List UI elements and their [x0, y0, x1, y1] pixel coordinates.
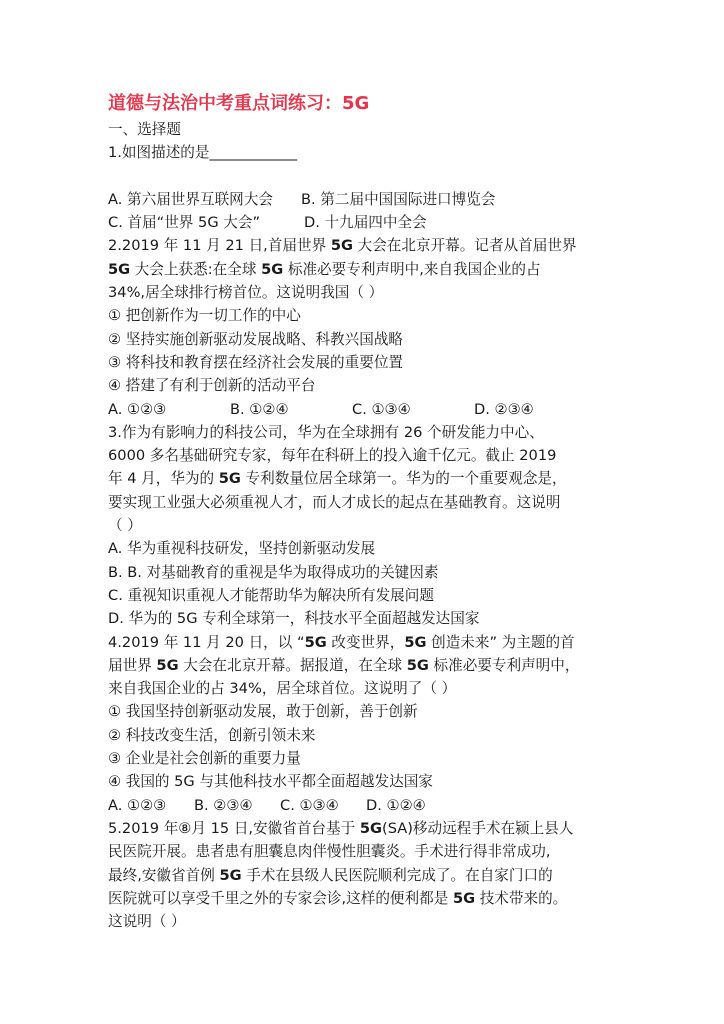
option-a: A. 第六届世界互联网大会	[108, 190, 273, 208]
option-c: C. ①③④	[352, 400, 411, 418]
statement-item: ④ 搭建了有利于创新的活动平台	[108, 377, 316, 395]
statement-item: ② 坚持实施创新驱动发展战略、科教兴国战略	[108, 330, 404, 348]
option-d: D. ①②④	[366, 796, 426, 814]
section-heading: 一、选择题	[108, 121, 181, 138]
question-4-line: 来自我国企业的占 34%，居全球首位。这说明了（ ）	[108, 680, 457, 698]
document-title: 道德与法治中考重点词练习：5G	[108, 93, 370, 114]
question-5-line: 民医院开展。患者患有胆囊息肉伴慢性胆囊炎。手术进行得非常成功,	[108, 843, 551, 861]
option-d: D. 华为的 5G 专利全球第一，科技水平全面超越发达国家	[108, 610, 480, 628]
option-d: D. 十九届四中全会	[304, 214, 427, 232]
option-c: C. ①③④	[280, 796, 339, 814]
question-4-line: 届世界 5G 大会在北京开幕。据报道，在全球 5G 标准必要专利声明中，	[108, 656, 580, 674]
document-page	[108, 92, 628, 933]
question-1-options-row	[108, 211, 628, 234]
statement-item: ③ 企业是社会创新的重要力量	[108, 750, 301, 768]
question-2-line: 34%,居全球排行榜首位。这说明我国（ ）	[108, 284, 384, 302]
question-1-stem: 1.如图描述的是____________	[108, 144, 298, 162]
option-c: C. 首届“世界 5G 大会”	[108, 214, 261, 232]
question-3-line: （ ）	[108, 517, 142, 535]
statement-item: ③ 将科技和教育摆在经济社会发展的重要位置	[108, 353, 404, 371]
option-a: A. ①②③	[108, 400, 167, 418]
question-2-line: 2.2019 年 11 月 21 日,首届世界 5G 大会在北京开幕。记者从首届世界	[108, 237, 577, 255]
question-5-line: 5.2019 年⑧月 15 日,安徽省首台基于 5G(SA)移动远程手术在颍上县人	[108, 819, 574, 837]
option-b: B. ①②④	[230, 400, 289, 418]
option-d: D. ②③④	[474, 400, 534, 418]
question-4-line: 4.2019 年 11 月 20 日，以 “5G 改变世界，5G 创造未来” 为主题的首	[108, 633, 575, 651]
option-a: A. ①②③	[108, 796, 167, 814]
question-2-options-row	[108, 398, 628, 421]
question-2-line: 5G 大会上获悉:在全球 5G 标准必要专利声明中,来自我国企业的占	[108, 260, 541, 278]
statement-item: ② 科技改变生活，创新引领未来	[108, 726, 316, 744]
answer-blank: ____________	[209, 144, 298, 162]
question-1-options-row	[108, 188, 628, 211]
question-3-line: 3.作为有影响力的科技公司，华为在全球拥有 26 个研发能力中心、	[108, 423, 544, 441]
statement-item: ④ 我国的 5G 与其他科技水平都全面超越发达国家	[108, 773, 433, 791]
question-5-line: 这说明（ ）	[108, 913, 186, 931]
option-b: B. 第二届中国国际进口博览会	[301, 190, 496, 208]
question-3-line: 要实现工业强大必须重视人才，而人才成长的起点在基础教育。这说明	[108, 493, 561, 511]
question-5-line: 最终,安徽省首例 5G 手术在县级人民医院顺利完成了。在自家门口的	[108, 866, 553, 884]
spacer	[108, 165, 628, 188]
question-3-line: 6000 多名基础研究专家，每年在科研上的投入逾千亿元。截止 2019	[108, 447, 557, 465]
statement-item: ① 我国坚持创新驱动发展，敢于创新，善于创新	[108, 703, 418, 721]
option-b: B. B. 对基础教育的重视是华为取得成功的关键因素	[108, 563, 439, 581]
option-b: B. ②③④	[194, 796, 253, 814]
question-3-line: 年 4 月，华为的 5G 专利数量位居全球第一。华为的一个重要观念是，	[108, 470, 567, 488]
statement-item: ① 把创新作为一切工作的中心	[108, 307, 301, 325]
question-4-options-row	[108, 794, 628, 817]
option-a: A. 华为重视科技研发，坚持创新驱动发展	[108, 540, 376, 558]
question-5-line: 医院就可以享受千里之外的专家会诊,这样的便利都是 5G 技术带来的。	[108, 889, 568, 907]
option-c: C. 重视知识重视人才能帮助华为解决所有发展问题	[108, 586, 434, 604]
